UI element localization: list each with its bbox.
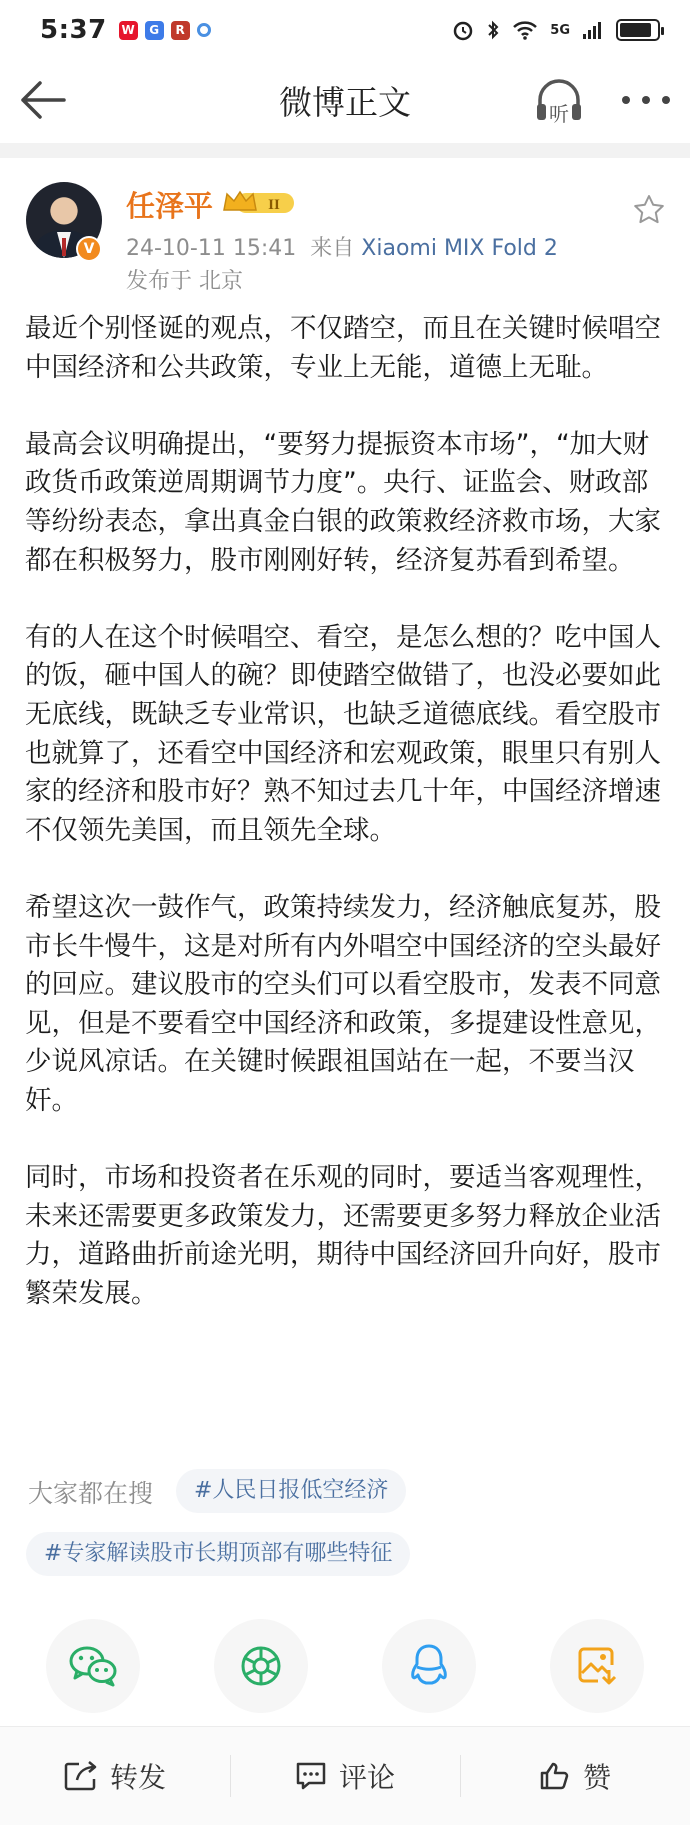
post-timestamp: 24-10-11 15:41 [126,236,297,261]
bluetooth-icon [486,19,500,41]
repost-button[interactable] [0,1727,230,1825]
alarm-icon [452,19,474,41]
listen-button[interactable] [534,78,584,124]
post-paragraph: 同时，市场和投资者在乐观的同时，要适当客观理性，未来还需要更多政策发力，还需要更多努力释放企业活力，道路曲折前途光明，期待中国经济回升向好，股市繁荣发展。 [25,1162,661,1309]
like-button[interactable] [460,1727,690,1825]
status-bar [0,0,690,60]
post-location: 发布于 北京 [126,269,243,294]
like-label: 赞 [582,1761,611,1794]
more-dot-icon [622,96,630,104]
more-dot-icon [642,96,650,104]
post-meta [126,231,558,262]
battery-fill [620,23,651,37]
more-options-button[interactable] [622,84,670,116]
vip-level: II [268,197,280,213]
comment-label: 评论 [338,1761,395,1794]
verified-badge: V [76,236,102,262]
hot-search-tag[interactable]: #人民日报低空经济 [176,1469,406,1513]
status-time: 5:37 [40,15,107,45]
post-paragraph: 有的人在这个时候唱空、看空，是怎么想的？吃中国人的饭，砸中国人的碗？即使踏空做错了，也没必要如此无底线，既缺乏专业常识，也缺乏道德底线。看空股市也就算了，还看空中国经济和宏观政策，眼里只有别人家的经济和股市好？熟不知过去几十年，中国经济增速不仅领先美国，而且领先全球。 [25,621,661,846]
comment-icon [295,1761,327,1791]
hot-search-label: 大家都在搜 [28,1479,154,1508]
r-app-icon: R [171,21,190,40]
status-indicators [452,19,660,41]
qq-penguin-icon [409,1643,449,1689]
comment-button[interactable] [230,1727,460,1825]
wechat-icon [68,1644,118,1688]
post-paragraph: 最近个别怪诞的观点，不仅踏空，而且在关键时候唱空中国经济和公共政策，专业上无能，道德上无耻。 [25,313,661,383]
moments-icon [239,1644,283,1688]
vip-crown-badge[interactable] [222,188,298,218]
favorite-star-icon[interactable] [632,193,666,227]
section-divider [0,143,690,158]
wifi-icon [512,20,538,40]
listen-label: 听 [549,102,569,126]
share-moments-button[interactable] [214,1619,308,1713]
thumbs-up-icon [539,1761,571,1791]
author-name[interactable]: 任泽平 [126,189,214,223]
post-paragraph: 希望这次一鼓作气，政策持续发力，经济触底复苏，股市长牛慢牛，这是对所有内外唱空中国经济的空头最好的回应。建议股市的空头们可以看空股市，发表不同意见，但是不要看空中国经济和政策，多提建设性意见，少说风凉话。在关键时候跟祖国站在一起，不要当汉奸。 [25,891,661,1116]
post-device[interactable]: Xiaomi MIX Fold 2 [361,236,558,261]
repost-label: 转发 [109,1761,166,1794]
nav-bar [0,60,690,140]
hot-search-tag[interactable]: #专家解读股市长期顶部有哪些特征 [26,1532,410,1576]
share-save-image-button[interactable] [550,1619,644,1713]
page-title: 微博正文 [279,82,411,122]
source-prefix: 来自 [310,236,355,261]
repost-icon [64,1761,98,1791]
post-paragraph: 最高会议明确提出，“要努力提振资本市场”，“加大财政货币政策逆周期调节力度”。央行、证监会、财政部等纷纷表态，拿出真金白银的政策救经济救市场，大家都在积极努力，股市刚刚好转，经济复苏看到希望。 [25,428,661,576]
signal-icon [582,20,604,40]
bottom-action-bar [0,1726,690,1825]
dot-app-icon [197,23,211,37]
save-image-icon [576,1645,618,1687]
status-app-icons [119,21,211,40]
network-label: 5G [550,22,570,38]
post-body [25,310,665,1313]
back-arrow-icon[interactable] [18,78,68,122]
share-qq-button[interactable] [382,1619,476,1713]
avatar-tie [62,238,66,256]
battery-icon [616,19,660,41]
more-dot-icon [662,96,670,104]
weibo-app-icon: W [119,21,138,40]
share-wechat-button[interactable] [46,1619,140,1713]
g-app-icon: G [145,21,164,40]
